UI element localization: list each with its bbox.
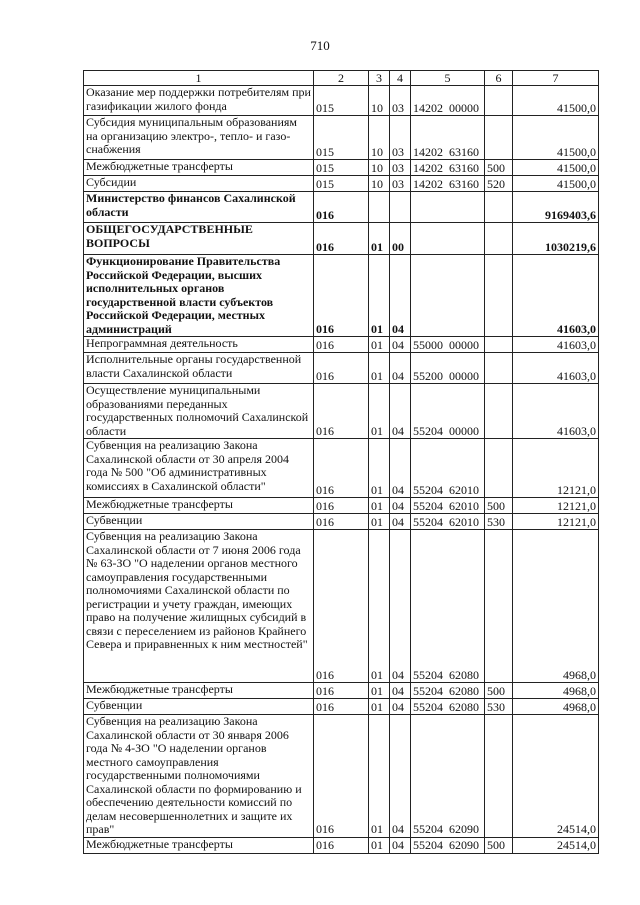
column-header: 2 — [314, 71, 369, 86]
table-row — [84, 837, 599, 853]
row-name-cell: ОБЩЕГОСУДАРСТВЕННЫЕ ВОПРОСЫ — [84, 223, 314, 255]
row-amount-cell: 41500,0 — [513, 86, 599, 116]
table-row — [84, 384, 599, 439]
row-amount-cell: 41500,0 — [513, 116, 599, 160]
row-section-code-cell: 10 — [369, 116, 390, 160]
row-expense-type-cell: 500 — [485, 683, 513, 699]
row-name-cell: Субсидии — [84, 176, 314, 192]
row-subsection-code-cell: 04 — [390, 837, 411, 853]
row-name-cell: Функционирование Правительства Российской Федерации, высших исполнительных органов государственной власти субъектов Российской Федерации, местных администраций — [84, 255, 314, 337]
row-amount-cell: 41500,0 — [513, 160, 599, 176]
row-ministry-code-cell: 016 — [314, 715, 369, 838]
row-ministry-code-cell: 015 — [314, 86, 369, 116]
row-expense-type-cell: 500 — [485, 837, 513, 853]
column-header: 1 — [84, 71, 314, 86]
row-subsection-code-cell: 04 — [390, 715, 411, 838]
column-number-row — [84, 71, 599, 86]
row-amount-cell: 41603,0 — [513, 384, 599, 439]
column-header: 6 — [485, 71, 513, 86]
table-row — [84, 116, 599, 160]
row-subsection-code-cell: 04 — [390, 255, 411, 337]
row-expense-type-cell — [485, 116, 513, 160]
row-target-article-cell — [411, 255, 485, 337]
row-section-code-cell: 01 — [369, 498, 390, 514]
row-name-cell: Субвенция на реализацию Закона Сахалинской области от 7 июня 2006 года № 63-ЗО "О наделении органов местного самоуправления государственными полномочиями Сахалинской области по регистрации и учету граждан, имеющих право на получение жилищных субсидий в связи с переселением из районов Крайнего Севера и приравненных к ним местностей" — [84, 530, 314, 683]
column-header: 5 — [411, 71, 485, 86]
table-row — [84, 530, 599, 683]
row-section-code-cell: 01 — [369, 699, 390, 715]
row-name-cell: Оказание мер поддержки потребителям при газификации жилого фонда — [84, 86, 314, 116]
row-target-article-cell — [411, 192, 485, 223]
row-expense-type-cell — [485, 439, 513, 498]
row-subsection-code-cell: 00 — [390, 223, 411, 255]
row-amount-cell: 41500,0 — [513, 176, 599, 192]
row-amount-cell: 12121,0 — [513, 439, 599, 498]
row-expense-type-cell — [485, 86, 513, 116]
row-target-article-cell: 55204 62010 — [411, 439, 485, 498]
row-section-code-cell: 01 — [369, 223, 390, 255]
row-expense-type-cell — [485, 223, 513, 255]
column-header: 3 — [369, 71, 390, 86]
table-row — [84, 353, 599, 384]
row-amount-cell: 24514,0 — [513, 837, 599, 853]
row-name-cell: Межбюджетные трансферты — [84, 160, 314, 176]
row-ministry-code-cell: 015 — [314, 160, 369, 176]
row-expense-type-cell — [485, 384, 513, 439]
row-amount-cell: 1030219,6 — [513, 223, 599, 255]
table-body — [84, 71, 599, 854]
row-target-article-cell: 55200 00000 — [411, 353, 485, 384]
row-target-article-cell: 55204 62080 — [411, 683, 485, 699]
table-row — [84, 255, 599, 337]
row-name-cell: Осуществление муниципальными образованиями переданных государственных полномочий Сахалинской области — [84, 384, 314, 439]
row-amount-cell: 12121,0 — [513, 498, 599, 514]
table-row — [84, 86, 599, 116]
row-amount-cell: 24514,0 — [513, 715, 599, 838]
row-expense-type-cell: 500 — [485, 160, 513, 176]
row-subsection-code-cell: 04 — [390, 514, 411, 530]
row-ministry-code-cell: 016 — [314, 384, 369, 439]
row-section-code-cell: 01 — [369, 353, 390, 384]
row-section-code-cell: 01 — [369, 514, 390, 530]
row-expense-type-cell: 520 — [485, 176, 513, 192]
row-ministry-code-cell: 016 — [314, 837, 369, 853]
row-subsection-code-cell: 03 — [390, 116, 411, 160]
row-target-article-cell: 55204 62010 — [411, 498, 485, 514]
row-target-article-cell: 14202 63160 — [411, 176, 485, 192]
row-section-code-cell: 01 — [369, 384, 390, 439]
row-name-cell: Субвенция на реализацию Закона Сахалинской области от 30 апреля 2004 года № 500 "Об административных комиссиях в Сахалинской области" — [84, 439, 314, 498]
row-section-code-cell: 10 — [369, 86, 390, 116]
row-name-cell: Межбюджетные трансферты — [84, 837, 314, 853]
row-ministry-code-cell: 016 — [314, 498, 369, 514]
row-amount-cell: 4968,0 — [513, 683, 599, 699]
table-row — [84, 160, 599, 176]
row-expense-type-cell: 530 — [485, 514, 513, 530]
row-section-code-cell: 01 — [369, 530, 390, 683]
row-subsection-code-cell: 04 — [390, 353, 411, 384]
row-section-code-cell — [369, 192, 390, 223]
row-expense-type-cell — [485, 530, 513, 683]
row-ministry-code-cell: 016 — [314, 530, 369, 683]
row-amount-cell: 4968,0 — [513, 699, 599, 715]
row-name-cell: Межбюджетные трансферты — [84, 683, 314, 699]
row-amount-cell: 4968,0 — [513, 530, 599, 683]
row-expense-type-cell — [485, 192, 513, 223]
row-ministry-code-cell: 016 — [314, 699, 369, 715]
table-row — [84, 176, 599, 192]
row-name-cell: Субвенции — [84, 514, 314, 530]
row-expense-type-cell — [485, 255, 513, 337]
row-name-cell: Субсидия муниципальным образованиям на организацию электро-, тепло- и газо-снабжения — [84, 116, 314, 160]
table-row — [84, 498, 599, 514]
row-target-article-cell: 55204 62080 — [411, 530, 485, 683]
row-name-cell: Межбюджетные трансферты — [84, 498, 314, 514]
row-target-article-cell: 55204 00000 — [411, 384, 485, 439]
row-target-article-cell: 14202 63160 — [411, 160, 485, 176]
table-row — [84, 439, 599, 498]
row-expense-type-cell — [485, 353, 513, 384]
row-expense-type-cell — [485, 715, 513, 838]
row-target-article-cell: 55204 62080 — [411, 699, 485, 715]
row-target-article-cell: 14202 63160 — [411, 116, 485, 160]
row-section-code-cell: 10 — [369, 176, 390, 192]
row-subsection-code-cell: 04 — [390, 699, 411, 715]
column-header: 7 — [513, 71, 599, 86]
row-subsection-code-cell: 04 — [390, 683, 411, 699]
row-amount-cell: 41603,0 — [513, 353, 599, 384]
row-expense-type-cell: 530 — [485, 699, 513, 715]
table-row — [84, 223, 599, 255]
row-section-code-cell: 01 — [369, 837, 390, 853]
table-row — [84, 715, 599, 838]
row-ministry-code-cell: 016 — [314, 223, 369, 255]
row-subsection-code-cell — [390, 192, 411, 223]
row-subsection-code-cell: 03 — [390, 176, 411, 192]
row-name-cell: Субвенции — [84, 699, 314, 715]
column-header: 4 — [390, 71, 411, 86]
page-number: 710 — [310, 38, 330, 53]
row-target-article-cell: 55000 00000 — [411, 337, 485, 353]
row-section-code-cell: 01 — [369, 683, 390, 699]
row-ministry-code-cell: 016 — [314, 439, 369, 498]
row-ministry-code-cell: 016 — [314, 353, 369, 384]
row-ministry-code-cell: 016 — [314, 683, 369, 699]
row-section-code-cell: 01 — [369, 337, 390, 353]
row-subsection-code-cell: 03 — [390, 160, 411, 176]
table-row — [84, 683, 599, 699]
row-subsection-code-cell: 04 — [390, 384, 411, 439]
row-name-cell: Субвенция на реализацию Закона Сахалинской области от 30 января 2006 года № 4-ЗО "О наделении органов местного самоуправления государственными полномочиями Сахалинской области по формированию и обеспечению деятельности комиссий по делам несовершеннолетних и защите их прав" — [84, 715, 314, 838]
row-section-code-cell: 01 — [369, 715, 390, 838]
row-ministry-code-cell: 016 — [314, 255, 369, 337]
row-name-cell: Министерство финансов Сахалинской области — [84, 192, 314, 223]
table-row — [84, 337, 599, 353]
row-section-code-cell: 01 — [369, 439, 390, 498]
table-row — [84, 514, 599, 530]
row-subsection-code-cell: 04 — [390, 498, 411, 514]
row-ministry-code-cell: 016 — [314, 192, 369, 223]
row-target-article-cell: 55204 62090 — [411, 837, 485, 853]
row-amount-cell: 9169403,6 — [513, 192, 599, 223]
row-target-article-cell — [411, 223, 485, 255]
row-name-cell: Непрограммная деятельность — [84, 337, 314, 353]
table-row — [84, 699, 599, 715]
row-ministry-code-cell: 016 — [314, 337, 369, 353]
row-ministry-code-cell: 016 — [314, 514, 369, 530]
row-expense-type-cell: 500 — [485, 498, 513, 514]
row-amount-cell: 41603,0 — [513, 337, 599, 353]
row-ministry-code-cell: 015 — [314, 176, 369, 192]
row-section-code-cell: 01 — [369, 255, 390, 337]
row-amount-cell: 12121,0 — [513, 514, 599, 530]
table-row — [84, 192, 599, 223]
row-target-article-cell: 14202 00000 — [411, 86, 485, 116]
row-section-code-cell: 10 — [369, 160, 390, 176]
row-expense-type-cell — [485, 337, 513, 353]
row-subsection-code-cell: 04 — [390, 530, 411, 683]
row-subsection-code-cell: 03 — [390, 86, 411, 116]
row-amount-cell: 41603,0 — [513, 255, 599, 337]
row-ministry-code-cell: 015 — [314, 116, 369, 160]
budget-table — [83, 70, 599, 854]
row-name-cell: Исполнительные органы государственной власти Сахалинской области — [84, 353, 314, 384]
row-target-article-cell: 55204 62010 — [411, 514, 485, 530]
row-subsection-code-cell: 04 — [390, 439, 411, 498]
row-subsection-code-cell: 04 — [390, 337, 411, 353]
row-target-article-cell: 55204 62090 — [411, 715, 485, 838]
